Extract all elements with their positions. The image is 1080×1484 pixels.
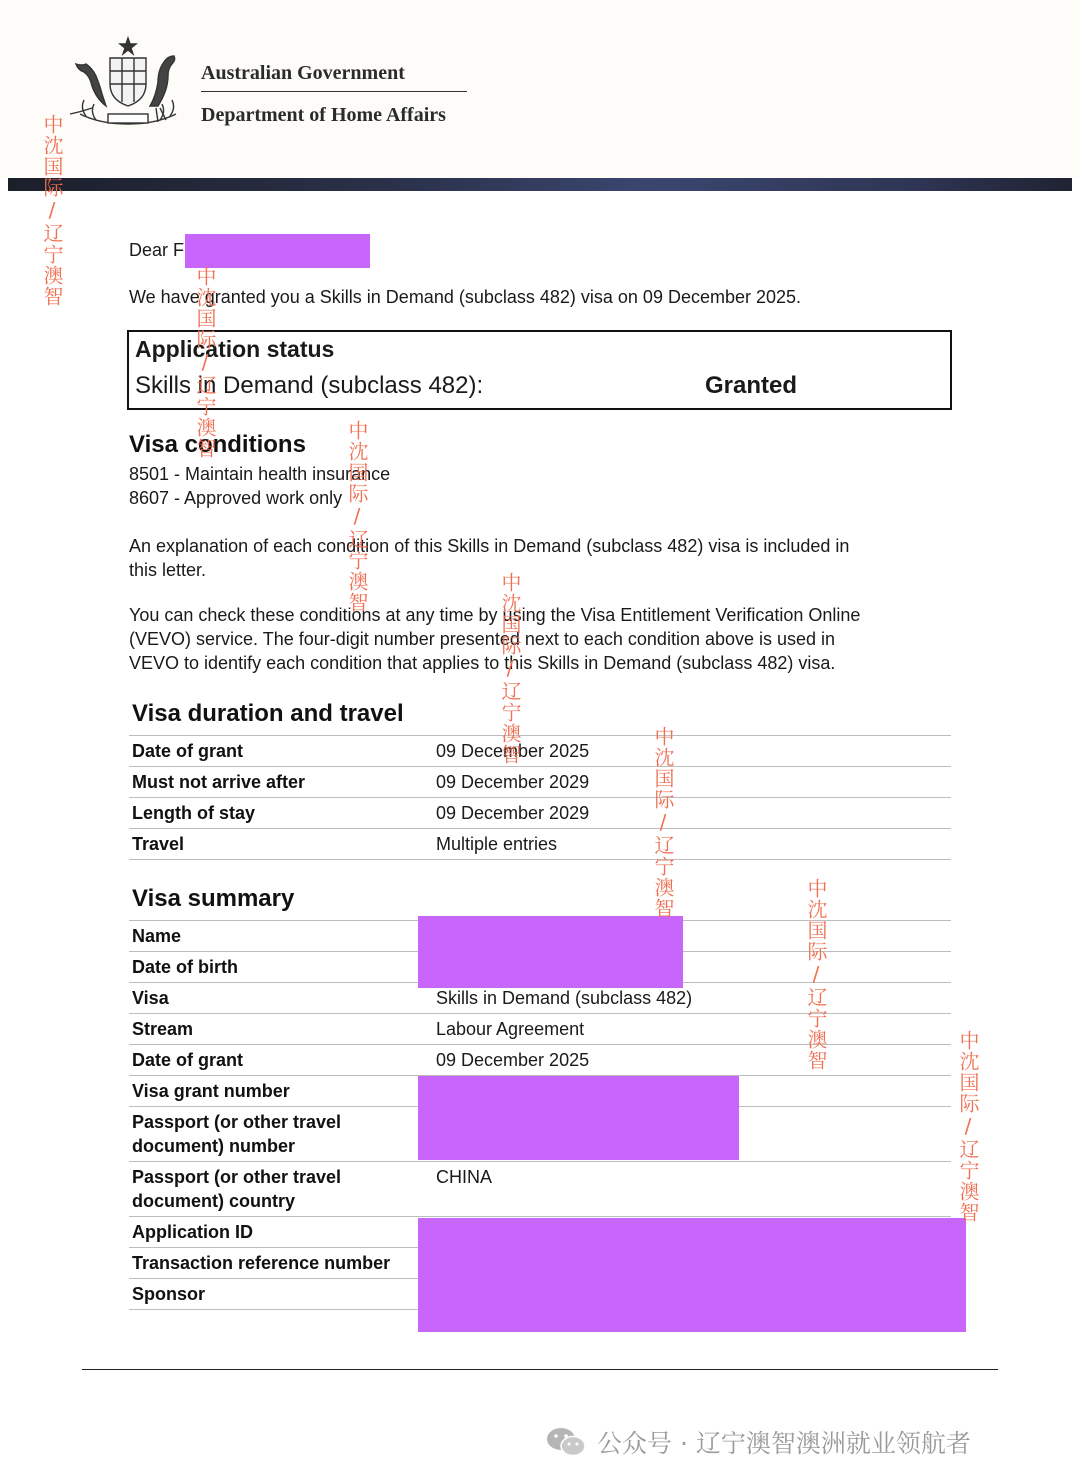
vevo-paragraph-line: You can check these conditions at any time by using the Visa Entitlement Verification Online — [129, 605, 861, 625]
row-value: 09 December 2025 — [436, 741, 590, 761]
footer-caption-text: 公众号 · 辽宁澳智澳洲就业领航者 — [597, 1429, 971, 1458]
row-label: Travel — [132, 834, 185, 854]
row-label: Application ID — [132, 1222, 253, 1242]
redaction-application-sponsor — [418, 1218, 966, 1332]
redaction-grant-passport — [418, 1076, 739, 1160]
conditions-explanation-line: An explanation of each condition of this Skills in Demand (subclass 482) visa is included in — [129, 536, 850, 556]
condition-item: 8607 - Approved work only — [129, 488, 343, 508]
government-name: Australian Government — [201, 60, 467, 92]
application-status-heading: Application status — [135, 336, 335, 362]
redaction-name — [185, 234, 370, 268]
department-name: Department of Home Affairs — [201, 104, 446, 126]
row-value: 09 December 2025 — [436, 1050, 590, 1070]
coat-of-arms-icon — [66, 36, 190, 128]
row-label: Date of birth — [132, 957, 238, 977]
letterhead — [0, 0, 1080, 178]
row-value: CHINA — [436, 1167, 493, 1187]
table-row — [129, 736, 951, 767]
row-label: Stream — [132, 1019, 194, 1039]
row-label: Date of grant — [132, 1050, 244, 1070]
visa-summary-title: Visa summary — [132, 885, 295, 912]
row-label: Sponsor — [132, 1284, 206, 1304]
watermark: 中沈国际/辽宁澳智 — [956, 1030, 980, 1223]
application-status-box — [127, 330, 952, 410]
table-row — [129, 1162, 951, 1217]
application-status-visa: Skills in Demand (subclass 482): — [135, 372, 484, 399]
grant-intro: We have granted you a Skills in Demand (subclass 482) visa on 09 December 2025. — [129, 287, 802, 307]
row-label: Name — [132, 926, 182, 946]
conditions-explanation-line: this letter. — [129, 560, 207, 580]
row-label: Date of grant — [132, 741, 244, 761]
visa-duration-title: Visa duration and travel — [132, 700, 404, 727]
watermark: 中沈国际/辽宁澳智 — [804, 878, 828, 1071]
vevo-paragraph-line: (VEVO) service. The four-digit number presented next to each condition above is used in — [129, 629, 836, 649]
row-label: Must not arrive after — [132, 772, 306, 792]
watermark: 中沈国际/辽宁澳智 — [345, 420, 369, 613]
row-value: Labour Agreement — [436, 1019, 585, 1039]
application-status-value: Granted — [705, 372, 798, 399]
row-value: 09 December 2029 — [436, 772, 590, 792]
table-row — [129, 829, 951, 860]
wechat-icon — [545, 1426, 587, 1458]
salutation: Dear F — [129, 240, 185, 260]
row-value: Multiple entries — [436, 834, 558, 854]
condition-item: 8501 - Maintain health insurance — [129, 464, 391, 484]
watermark: 中沈国际/辽宁澳智 — [651, 726, 675, 919]
watermark: 中沈国际/辽宁澳智 — [193, 266, 217, 459]
visa-conditions-title: Visa conditions — [129, 431, 306, 458]
wechat-caption — [545, 1424, 1055, 1460]
vevo-paragraph-line: VEVO to identify each condition that applies to this Skills in Demand (subclass 482) visa. — [129, 653, 836, 673]
redaction-name-dob — [418, 916, 683, 988]
header-band — [8, 178, 1072, 191]
row-value: 09 December 2029 — [436, 803, 590, 823]
row-label: Visa — [132, 988, 169, 1008]
agency-name — [201, 60, 467, 128]
visa-duration-table — [129, 735, 951, 860]
footer-rule — [82, 1369, 998, 1370]
row-label: Transaction reference number — [132, 1253, 391, 1273]
row-label: Visa grant number — [132, 1081, 290, 1101]
table-row — [129, 767, 951, 798]
row-label: Passport (or other travel document) country — [132, 1167, 342, 1211]
row-label: Length of stay — [132, 803, 256, 823]
table-row — [129, 798, 951, 829]
row-value: Skills in Demand (subclass 482) — [436, 988, 693, 1008]
watermark: 中沈国际/辽宁澳智 — [40, 114, 64, 307]
watermark: 中沈国际/辽宁澳智 — [498, 572, 522, 765]
row-label: Passport (or other travel document) number — [132, 1112, 342, 1156]
